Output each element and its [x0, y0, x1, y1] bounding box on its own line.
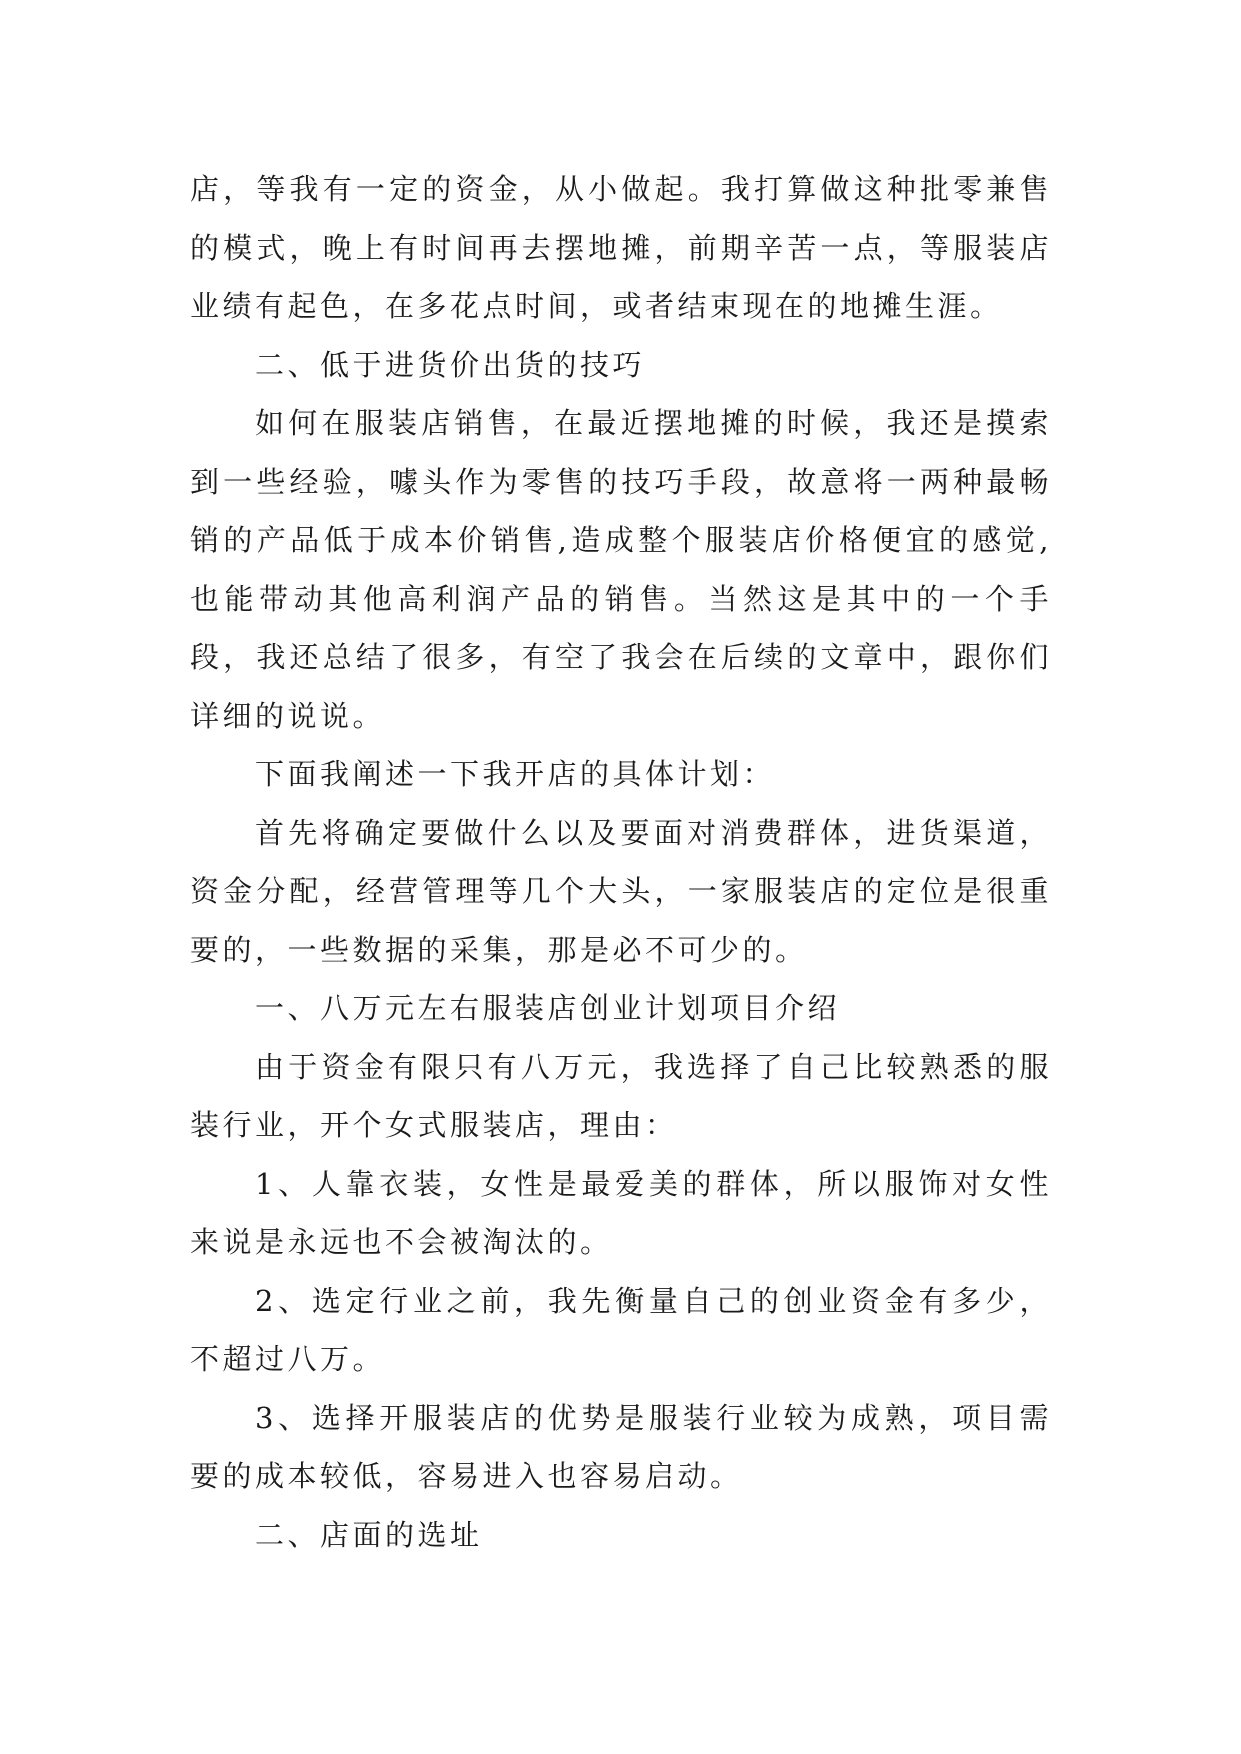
- list-item: 1、人靠衣装，女性是最爱美的群体，所以服饰对女性来说是永远也不会被淘汰的。: [190, 1166, 1052, 1259]
- list-item: 3、选择开服装店的优势是服装行业较为成熟，项目需要的成本较低，容易进入也容易启动。: [190, 1400, 1052, 1493]
- paragraph: 由于资金有限只有八万元，我选择了自己比较熟悉的服装行业，开个女式服装店，理由：: [190, 1049, 1052, 1142]
- list-item: 2、选定行业之前，我先衡量自己的创业资金有多少，不超过八万。: [190, 1283, 1052, 1376]
- section-heading: 一、八万元左右服装店创业计划项目介绍: [255, 991, 841, 1025]
- paragraph: 店，等我有一定的资金，从小做起。我打算做这种批零兼售的模式，晚上有时间再去摆地摊，前期辛苦一点，等服装店业绩有起色，在多花点时间，或者结束现在的地摊生涯。: [190, 172, 1052, 323]
- section-heading: 二、店面的选址: [255, 1517, 483, 1552]
- paragraph: 首先将确定要做什么以及要面对消费群体，进货渠道，资金分配，经营管理等几个大头，一家服装店的定位是很重要的，一些数据的采集，那是必不可少的。: [190, 815, 1052, 967]
- section-heading: 二、低于进货价出货的技巧: [255, 347, 646, 382]
- document-body: [190, 160, 1052, 1564]
- paragraph: 如何在服装店销售，在最近摆地摊的时候，我还是摸索到一些经验，噱头作为零售的技巧手段，故意将一两种最畅销的产品低于成本价销售,造成整个服装店价格便宜的感觉,也能带动其他高利润产品的销售。当然这是其中的一个手段，我还总结了很多，有空了我会在后续的文章中，跟你们详细的说说。: [190, 406, 1052, 733]
- paragraph: 下面我阐述一下我开店的具体计划：: [255, 757, 776, 791]
